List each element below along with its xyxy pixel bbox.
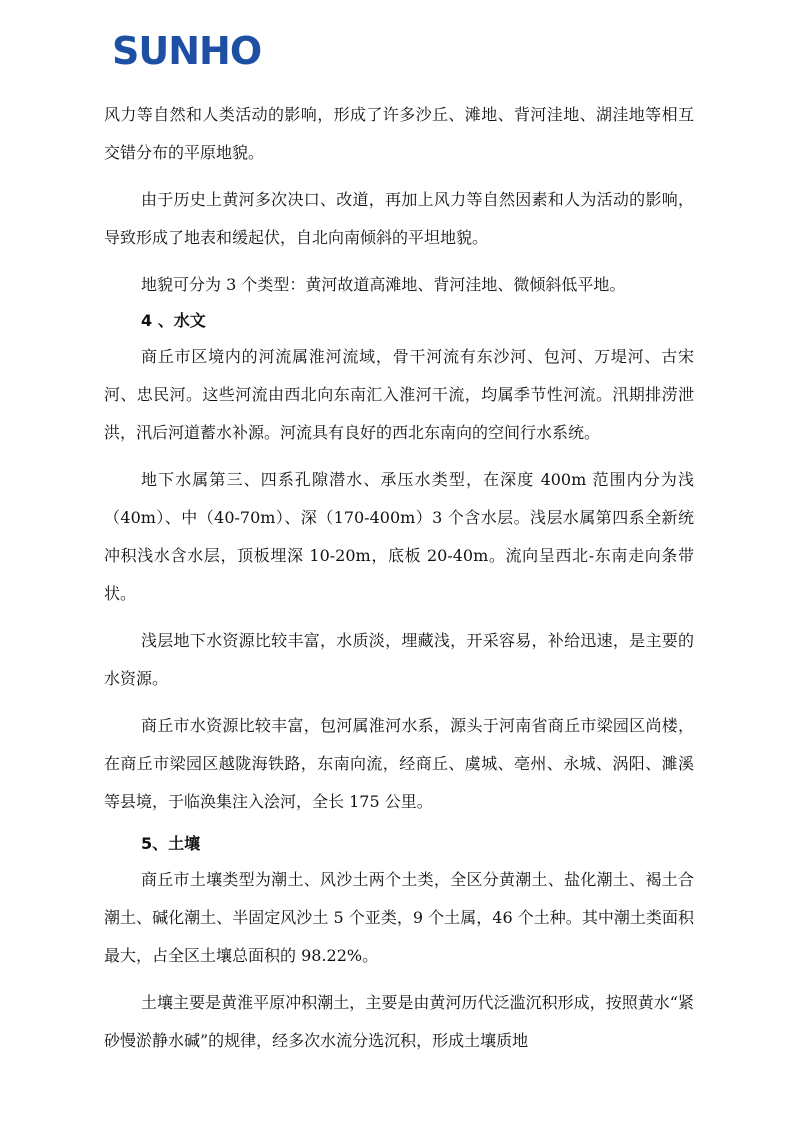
section-heading-soil: 5、土壤 — [141, 834, 201, 853]
paragraph: 商丘市区境内的河流属淮河流域，骨干河流有东沙河、包河、万堤河、古宋河、忠民河。这些河流由西北向东南汇入淮河干流，均属季节性河流。汛期排涝泄洪，汛后河道蓄水补源。河流具有良好的西北东南向的空间行水系统。 — [104, 347, 694, 442]
company-logo: SUNHO — [112, 29, 262, 73]
paragraph: 商丘市水资源比较丰富，包河属淮河水系，源头于河南省商丘市梁园区尚楼，在商丘市梁园区越陇海铁路，东南向流，经商丘、虞城、亳州、永城、涡阳、濉溪等县境，于临涣集注入浍河，全长 175 公里。 — [104, 716, 694, 811]
paragraph: 由于历史上黄河多次决口、改道，再加上风力等自然因素和人为活动的影响，导致形成了地表和缓起伏，自北向南倾斜的平坦地貌。 — [104, 190, 694, 247]
paragraph: 地貌可分为 3 个类型：黄河故道高滩地、背河洼地、微倾斜低平地。 — [141, 275, 626, 294]
paragraph: 浅层地下水资源比较丰富，水质淡，埋藏浅，开采容易，补给迅速，是主要的水资源。 — [104, 631, 694, 688]
document-body — [104, 96, 694, 1060]
paragraph: 商丘市土壤类型为潮土、风沙土两个土类，全区分黄潮土、盐化潮土、褐土合潮土、碱化潮土、半固定风沙土 5 个亚类，9 个土属，46 个土种。其中潮土类面积最大，占全区土壤总面积的 98.22%。 — [104, 870, 694, 965]
paragraph: 地下水属第三、四系孔隙潜水、承压水类型，在深度 400m 范围内分为浅（40m）、中（40-70m）、深（170-400m）3 个含水层。浅层水属第四系全新统冲积浅水含水层，顶板埋深 10-20m，底板 20-40m。流向呈西北-东南走向条带状。 — [104, 470, 694, 603]
paragraph: 风力等自然和人类活动的影响，形成了许多沙丘、滩地、背河洼地、湖洼地等相互交错分布的平原地貌。 — [104, 105, 694, 162]
paragraph: 土壤主要是黄淮平原冲积潮土，主要是由黄河历代泛滥沉积形成，按照黄水“紧砂慢淤静水碱”的规律，经多次水流分选沉积，形成土壤质地 — [104, 993, 694, 1050]
section-heading-hydrology: 4 、水文 — [141, 311, 206, 330]
